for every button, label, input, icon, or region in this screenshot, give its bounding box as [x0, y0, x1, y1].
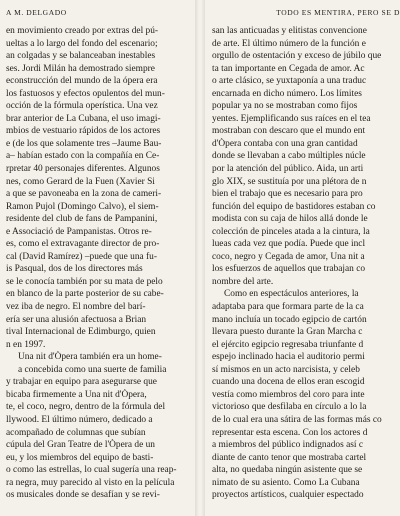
left-page	[0, 8, 190, 512]
text-line: ses. Jordi Milán ha demostrado siempre	[6, 63, 155, 74]
text-line: occión de la fórmula operística. Una vez	[6, 101, 158, 112]
text-line: modista con su caja de hilos allá donde le	[212, 214, 368, 225]
text-line: diante de canto tenor que mostraba cartel	[212, 452, 367, 463]
text-line: se le conocía también por su mata de pelo	[6, 276, 163, 287]
text-line: mano incluía un tocado egipcio de cartón	[212, 314, 367, 325]
text-line: donde se llevaban a cabo múltiples núcle	[212, 151, 366, 162]
text-line: cúpula del Gran Teatre de l'Òpera de un	[6, 440, 155, 451]
text-line: encarnada en dicho número. Los límites	[212, 88, 362, 99]
text-line: por la atención del público. Aida, un arti	[212, 164, 364, 175]
text-line: orgullo de ostentación y exceso de júbilo que	[212, 51, 382, 62]
text-line: Como en espectáculos anteriores, la	[224, 289, 359, 300]
text-line: función del equipo de bastidores estaban co	[212, 201, 376, 212]
text-line: a que se pavoneaba en la zona de cameri-	[6, 189, 162, 200]
text-line: ra negra, muy parecido al visto en la película	[6, 477, 175, 488]
text-line: yentes. Ejemplificando sus raíces en el tea	[212, 113, 371, 124]
text-line: te, el coco, negro, dentro de la fórmula del	[6, 402, 166, 413]
text-line: an colgadas y se balanceaban inestables	[6, 51, 156, 62]
text-line: el ejército egipcio regresaba triunfante d	[212, 339, 364, 350]
text-line: o arte clásico, se yuxtaponía a una traduc	[212, 76, 367, 87]
text-line: acompañado de columnas que subían	[6, 427, 146, 438]
text-line: Una nit d'Òpera también era un home-	[18, 352, 162, 363]
text-line: brar anterior de La Cubana, el uso imagi-	[6, 113, 161, 124]
text-line: representar esta escena. Con los actores d	[212, 427, 368, 438]
text-line: is Pasqual, dos de los directores más	[6, 264, 143, 275]
text-line: n en 1997.	[6, 339, 46, 350]
text-line: eu, y los miembros del equipo de basti-	[6, 452, 154, 463]
text-line: alta, no quedaba ningún asistente que se	[212, 465, 363, 476]
text-line: glo XIX, se sustituía por una plétora de n	[212, 176, 367, 187]
text-line: ta tan importante en Cegada de amor. Ac	[212, 63, 365, 74]
text-line: ueltas a lo largo del fondo del escenario;	[6, 38, 158, 49]
text-line: victorioso que desfilaba en círculo a lo la	[212, 402, 367, 413]
left-running-head: A M. DELGADO	[6, 8, 67, 17]
text-line: es, como el extravagante director de pro-	[6, 239, 160, 250]
text-line: sí mismos en un acto narcisista, y celeb	[212, 364, 360, 375]
text-line: llywood. El último número, dedicado a	[6, 414, 153, 425]
text-line: coco, negro y Cegada de amor, Una nit a	[212, 251, 365, 262]
text-line: los esfuerzos de aquellos que trabajan co	[212, 264, 366, 275]
text-line: bien el trabajo que es necesario para pro	[212, 189, 363, 200]
text-line: llevara puesto durante la Gran Marcha c	[212, 327, 363, 338]
text-line: vestía como miembros del coro para inte	[212, 389, 365, 400]
text-line: a concebida como una suerte de familia	[18, 364, 167, 375]
text-line: mostraban con descaro que el mundo ent	[212, 126, 366, 137]
text-line: en blanco de la parte posterior de su cabe-	[6, 289, 164, 300]
text-line: nimato de su asiento. Como La Cubana	[212, 477, 360, 488]
text-line: e Associació de Pampanistas. Otros re-	[6, 226, 152, 237]
text-line: a miembros del público indignados así c	[212, 440, 364, 451]
text-line: de lo cual era una sátira de las formas más co	[212, 414, 382, 425]
text-line: d'Òpera contaba con una gran cantidad	[212, 138, 358, 149]
text-line: de arte. El último número de la función e	[212, 38, 366, 49]
text-line: en movimiento creado por extras del pú-	[6, 26, 159, 36]
text-line: mbios de vestuario rápidos de los actores	[6, 126, 161, 137]
text-line: cuando una docena de ellos eran escogid	[212, 377, 365, 388]
right-page	[212, 8, 400, 512]
text-line: nes, como Gerard de la Fuen (Xavier Si	[6, 176, 155, 187]
text-line: residente del club de fans de Pampanini,	[6, 214, 158, 225]
text-line: adaptaba para que formara parte de la ca	[212, 302, 364, 313]
text-line: Ramon Pujol (Domingo Calvo), el siem-	[6, 201, 159, 212]
text-line: espejo inclinado hacia el auditorio permi	[212, 352, 365, 363]
text-line: nombre del arte.	[212, 276, 274, 287]
text-line: vez iba de negro. El nombre del barí-	[6, 302, 146, 313]
text-line: lueas cada vez que podía. Puede que incl	[212, 239, 366, 250]
text-line: colección de pinceles atada a la cintura, la	[212, 226, 370, 237]
text-line: bicaba firmemente a Una nit d'Òpera,	[6, 389, 147, 400]
right-running-head: TODO ES MENTIRA, PERO SE D	[276, 8, 400, 17]
left-page-text	[0, 25, 190, 502]
book-gutter	[195, 0, 205, 516]
text-line: proyectos artísticos, cualquier espectado	[212, 490, 364, 501]
text-line: e (de los que solamente tres –Jaume Bau-	[6, 138, 162, 149]
text-line: tival Internacional de Edimburgo, quien	[6, 327, 156, 338]
text-line: ería ser una alusión afectuosa a Brian	[6, 314, 147, 325]
text-line: rpretar 40 personajes diferentes. Algunos	[6, 164, 160, 175]
text-line: popular ya no se mostraban como fijos	[212, 101, 358, 112]
text-line: y trabajar en equipo para asegurarse que	[6, 377, 157, 388]
text-line: san las anticuadas y elitistas convencione	[212, 26, 367, 36]
text-line: los fastuosos y efectos opulentos del mun-	[6, 88, 165, 99]
text-line: o como las estrellas, lo cual sugería una reap-	[6, 465, 177, 476]
text-line: econstrucción del mundo de la ópera era	[6, 76, 158, 87]
right-page-text	[212, 25, 400, 502]
text-line: cal (David Ramírez) –puede que una fu-	[6, 251, 157, 262]
text-line: a– habían estado con la compañía en Ce-	[6, 151, 160, 162]
text-line: os musicales donde se desafían y se revi-	[6, 490, 160, 501]
